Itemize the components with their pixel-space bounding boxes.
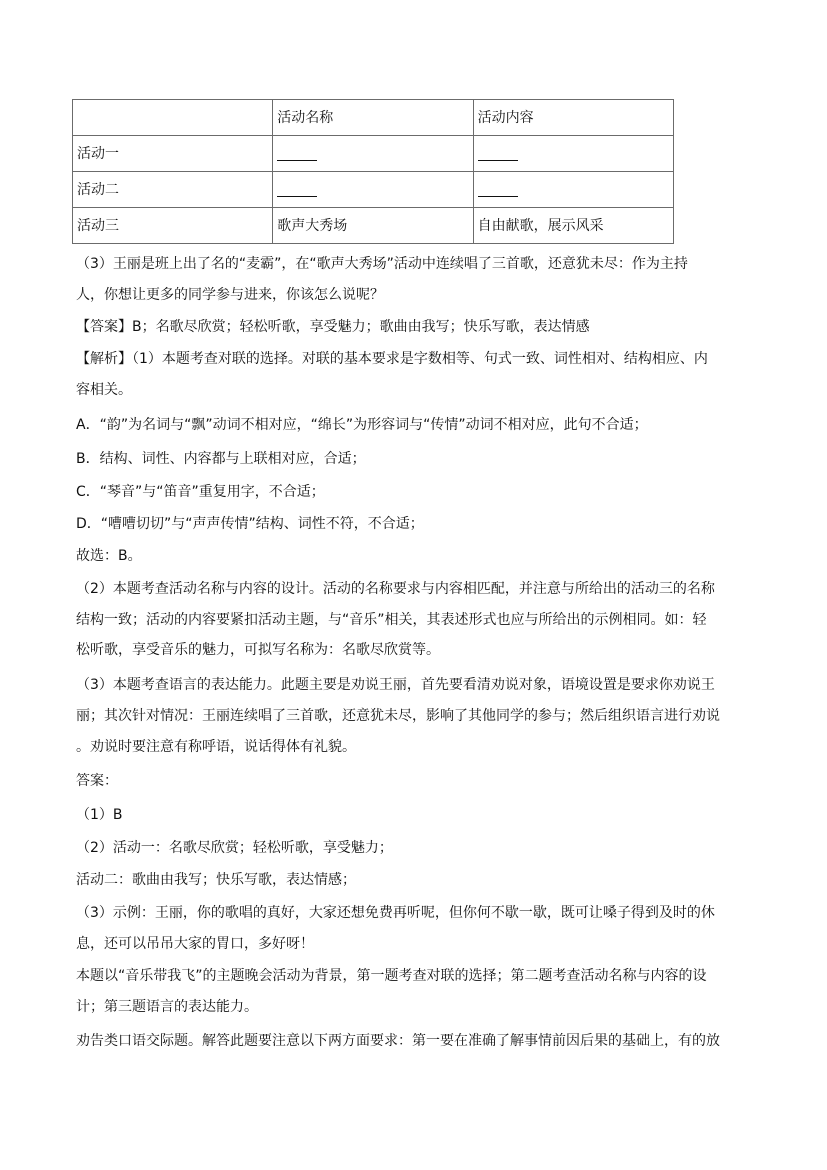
content-blank	[473, 172, 673, 208]
text-line: 。劝说时要注意有称呼语，说话得体有礼貌。	[76, 739, 356, 755]
table-row	[73, 208, 674, 244]
activity-content-cell: 自由献歌，展示风采	[473, 208, 673, 244]
fill-blank-line	[478, 182, 518, 197]
text-line: （3）王丽是班上出了名的“麦霸”，在“歌声大秀场”活动中连续唱了三首歌，还意犹未尽：作为主持	[76, 256, 688, 272]
text-line: B．结构、词性、内容都与上联相对应，合适；	[76, 451, 366, 467]
text-line: 本题以“音乐带我飞”的主题晚会活动为背景，第一题考查对联的选择；第二题考查活动名称与内容的设	[76, 968, 707, 984]
text-line: 丽；其次针对情况：王丽连续唱了三首歌，还意犹未尽，影响了其他同学的参与；然后组织语言进行劝说	[76, 708, 720, 724]
fill-blank-line	[277, 182, 317, 197]
text-line: 故选：B。	[76, 548, 142, 564]
table-header-row	[73, 100, 674, 136]
row-label: 活动二	[73, 172, 273, 208]
text-line: 活动二：歌曲由我写；快乐写歌，表达情感；	[76, 872, 356, 888]
answer-line: 【答案】B；名歌尽欣赏；轻松听歌，享受魅力；歌曲由我写；快乐写歌，表达情感	[76, 319, 590, 335]
text-line: 答案：	[76, 773, 118, 789]
analysis-line: 【解析】（1）本题考查对联的选择。对联的基本要求是字数相等、句式一致、词性相对、结构相应、内	[76, 351, 708, 367]
text-line: （2）本题考查活动名称与内容的设计。活动的名称要求与内容相匹配，并注意与所给出的活动三的名称	[76, 581, 715, 597]
activity-table	[72, 99, 674, 244]
text-line: （1）B	[76, 807, 123, 823]
text-line: 结构一致；活动的内容要紧扣活动主题，与“音乐”相关，其表述形式也应与所给出的示例相同。如：轻	[76, 612, 707, 628]
text-line: 松听歌，享受音乐的魅力，可拟写名称为：名歌尽欣赏等。	[76, 642, 440, 658]
text-line: D．“嘈嘈切切”与“声声传情”结构、词性不符，不合适；	[76, 516, 424, 532]
activity-name-cell: 歌声大秀场	[273, 208, 473, 244]
table-header-cell: 活动名称	[273, 100, 473, 136]
text-line: 劝告类口语交际题。解答此题要注意以下两方面要求：第一要在准确了解事情前因后果的基础上，有的放	[76, 1033, 720, 1049]
table-row	[73, 172, 674, 208]
text-line: （3）本题考查语言的表达能力。此题主要是劝说王丽，首先要看清劝说对象，语境设置是要求你劝说王	[76, 677, 715, 693]
content-blank	[473, 136, 673, 172]
name-blank	[273, 136, 473, 172]
text-line: 容相关。	[76, 382, 132, 398]
fill-blank-line	[478, 146, 518, 161]
table-header-cell: 活动内容	[473, 100, 673, 136]
row-label: 活动一	[73, 136, 273, 172]
text-line: 人，你想让更多的同学参与进来，你该怎么说呢？	[76, 287, 384, 303]
text-line: 息，还可以吊吊大家的胃口，多好呀！	[76, 936, 314, 952]
fill-blank-line	[277, 146, 317, 161]
text-line: 计；第三题语言的表达能力。	[76, 999, 258, 1015]
text-line: A．“韵”为名词与“飘”动词不相对应，“绵长”为形容词与“传情”动词不相对应，此句不合适；	[76, 417, 648, 433]
table-header-cell	[73, 100, 273, 136]
row-label: 活动三	[73, 208, 273, 244]
text-line: （3）示例：王丽，你的歌唱的真好，大家还想免费再听呢，但你何不歇一歇，既可让嗓子得到及时的休	[76, 905, 715, 921]
table-row	[73, 136, 674, 172]
name-blank	[273, 172, 473, 208]
text-line: C．“琴音”与“笛音”重复用字，不合适；	[76, 484, 325, 500]
text-line: （2）活动一：名歌尽欣赏；轻松听歌，享受魅力；	[76, 840, 393, 856]
